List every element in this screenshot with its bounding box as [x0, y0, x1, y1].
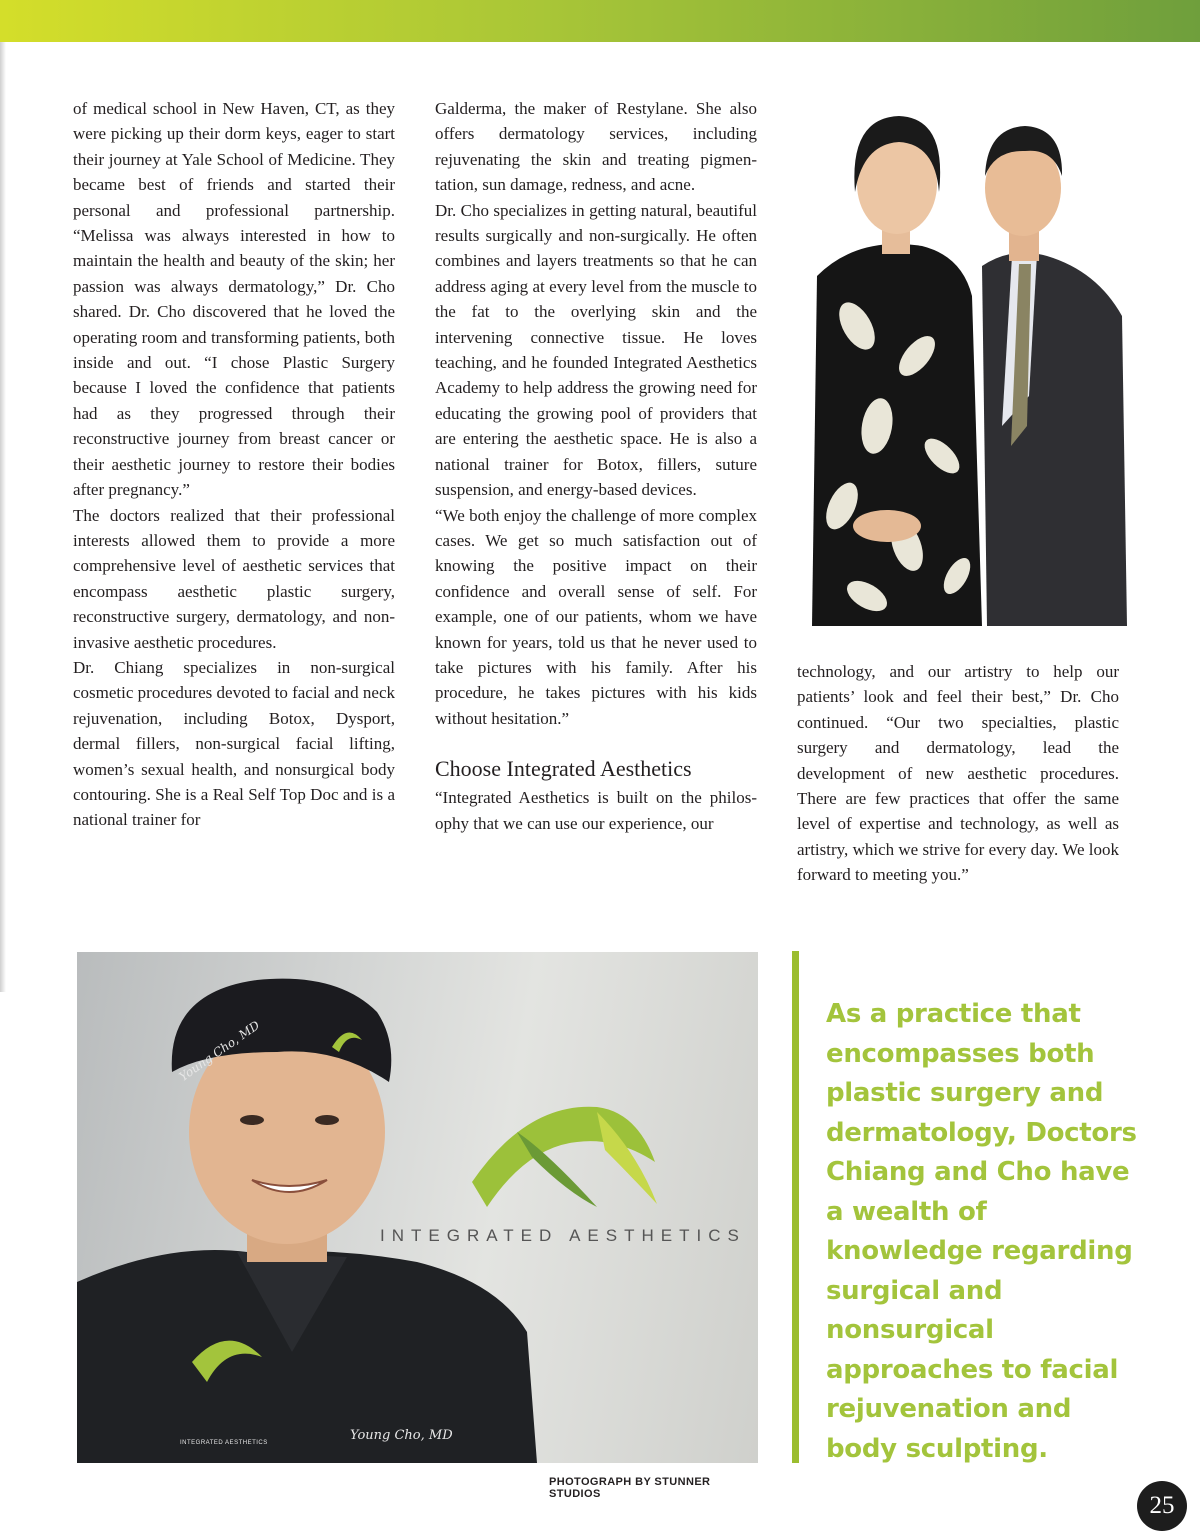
paragraph: “Integrated Aesthetics is built on the philosophy that we can use our experience, our — [435, 788, 757, 833]
doctors-portrait-illustration — [797, 96, 1127, 626]
paragraph: Dr. Cho specializes in getting natural, beautiful results surgically and non-surgically. He often combines and layers treatments so that he can address aging at every level from the muscle to the fat to the overlying skin and the intervening connective tissue. He loves teaching, and he founded Integrated Aesthetics Academy to help address the growing need for educating the growing pool of providers that are entering the aesthetic space. He is also a national trainer for Botox, fillers, suture suspension, and energy-based devices. — [435, 200, 757, 500]
page-number-badge: 25 — [1137, 1481, 1187, 1531]
page-spine-shadow — [0, 42, 6, 992]
photo-doctors-portrait — [797, 96, 1127, 626]
paragraph: “We both enjoy the challenge of more complex cases. We get so much satisfaction out of knowing the positive impact on their confidence and overall sense of self. For example, one of our patients, whom we have known for years, told us that he never used to take pictures with his family. After his procedure, he takes pictures with his kids without hesitation.” — [435, 505, 757, 728]
article-column-2 — [435, 96, 757, 836]
surgeon-photo-illustration — [77, 952, 758, 1463]
cap-embroidery-text: Young Cho, MD — [176, 1018, 263, 1084]
integrated-aesthetics-logo-text: INTEGRATED AESTHETICS — [380, 1226, 746, 1245]
paragraph: Galderma, the maker of Restylane. She also offers dermatology services, including rejuvenating the skin and treating pigmentation, sun damage, redness, and acne. — [435, 99, 757, 195]
header-color-band — [0, 0, 1200, 42]
paragraph: technology, and our artistry to help our patients’ look and feel their best,” Dr. Cho continued. “Our two specialties, plastic surgery and dermatology, lead the development of new aesthetic procedures. There are few practices that offer the same level of expertise and technology, as well as artistry, which we strive for every day. We look forward to meeting you.” — [797, 662, 1119, 885]
article-column-3 — [797, 659, 1119, 888]
article-column-1 — [73, 96, 395, 833]
photo-surgeon — [77, 952, 758, 1463]
pullquote-accent-bar — [792, 951, 799, 1463]
scrubs-embroidery-text: Young Cho, MD — [350, 1428, 453, 1443]
paragraph: of medical school in New Haven, CT, as they were picking up their dorm keys, eager to start their journey at Yale School of Medicine. They became best of friends and started their personal and professional partnership. “Melissa was always interested in how to maintain the health and beauty of the skin; her passion was always dermatology,” Dr. Cho shared. Dr. Cho discovered that he loved the operating room and transforming patients, both inside and out. “I chose Plastic Surgery because I loved the confidence that patients had as they progressed through their reconstructive journey from breast cancer or their aesthetic journey to restore their bodies after pregnancy.” — [73, 99, 395, 500]
photo-credit: PHOTOGRAPH BY STUNNER STUDIOS — [549, 1476, 711, 1500]
paragraph: Dr. Chiang specializes in non-surgical cosmetic procedures devoted to facial and neck rejuvenation, including Botox, Dysport, dermal fillers, non-surgical facial lifting, women’s sexual health, and nonsurgical body contouring. She is a Real Self Top Doc and is a national trainer for — [73, 657, 395, 830]
section-subheading: Choose Integrated Aesthetics — [435, 756, 692, 782]
paragraph: The doctors realized that their professional interests allowed them to provide a more comprehensive level of aesthetic services that encompass aesthetic plastic surgery, reconstructive surgery, dermatology, and non-invasive aesthetic procedures. — [73, 505, 395, 652]
pullquote: As a practice that encompasses both plastic surgery and dermatology, Doctors Chiang and Cho have a wealth of knowledge regarding surgical and nonsurgical approaches to facial rejuvenation and body sculpting. — [826, 999, 1137, 1464]
scrubs-logo-text: INTEGRATED AESTHETICS — [180, 1440, 268, 1446]
